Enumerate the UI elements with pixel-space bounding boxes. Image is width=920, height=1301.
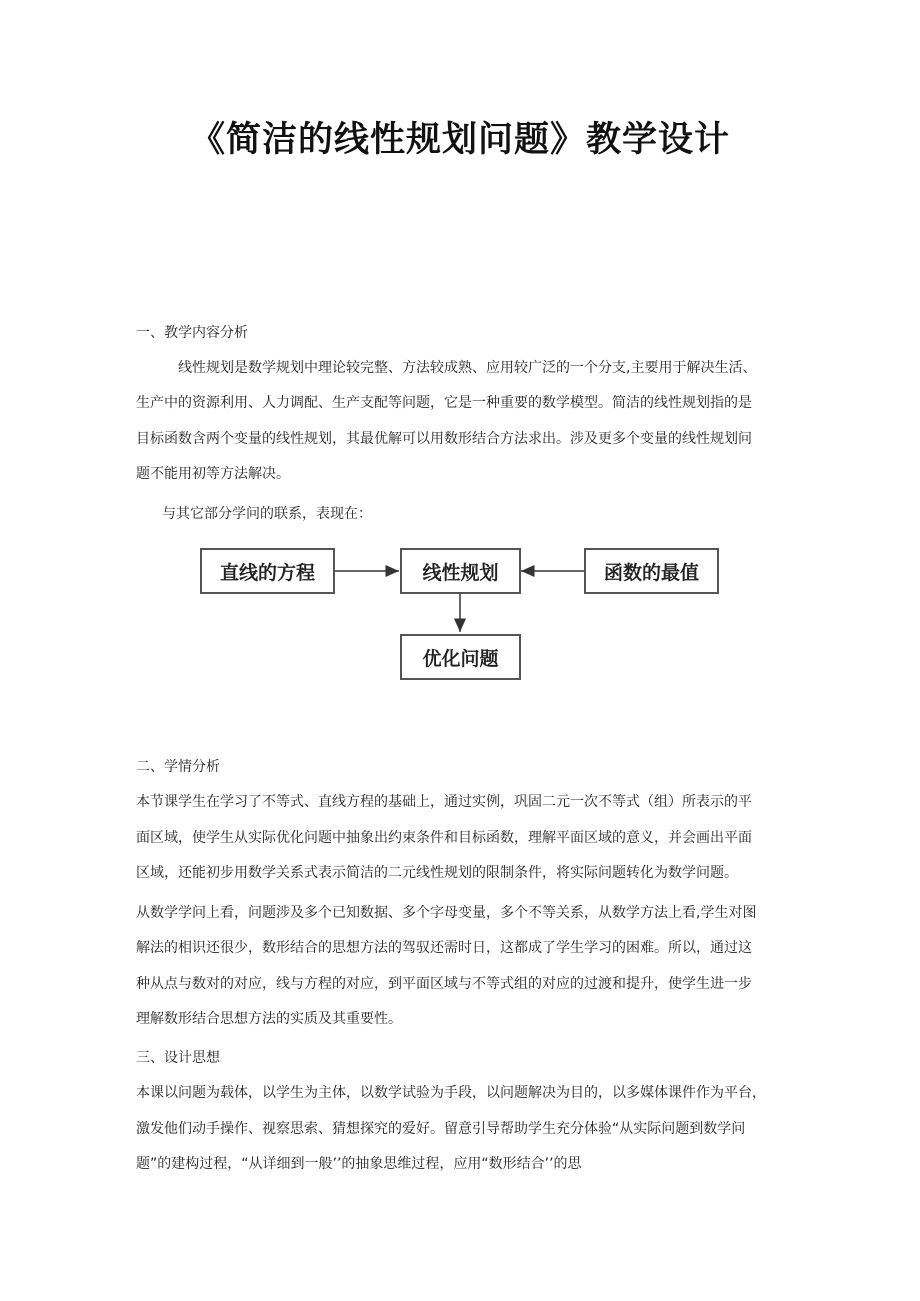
paragraph-line: 与其它部分学问的联系，表现在： — [162, 506, 372, 522]
paragraph-line: 本课以问题为载体，以学生为主体，以数学试验为手段，以问题解决为目的，以多媒体课件作为平台， — [136, 1085, 766, 1101]
relation-diagram — [195, 540, 725, 690]
paragraph-line: 本节课学生在学习了不等式、直线方程的基础上，通过实例，巩固二元一次不等式（组）所表示的平 — [136, 794, 752, 810]
paragraph-line: 题”的建构过程，“从详细到一般’’的抽象思维过程，应用“数形结合’’的思 — [136, 1156, 582, 1172]
paragraph-line: 区域，还能初步用数学关系式表示简洁的二元线性规划的限制条件，将实际问题转化为数学问题。 — [136, 865, 738, 881]
paragraph-line: 面区域，使学生从实际优化问题中抽象出约束条件和目标函数，理解平面区域的意义，并会画出平面 — [136, 830, 752, 846]
box-linear-programming: 线性规划 — [400, 548, 521, 594]
section-heading: 三、设计思想 — [136, 1050, 220, 1066]
section-heading: 二、学情分析 — [136, 759, 220, 775]
box-function-max: 函数的最值 — [584, 548, 719, 594]
paragraph-line: 线性规划是数学规划中理论较完整、方法较成熟、应用较广泛的一个分支,主要用于解决生活、 — [178, 360, 757, 376]
box-optimization: 优化问题 — [400, 634, 521, 680]
paragraph-line: 从数学学问上看，问题涉及多个已知数据、多个字母变量，多个不等关系，从数学方法上看,学生对图 — [136, 905, 757, 921]
paragraph-line: 激发他们动手操作、视察思索、猜想探究的爱好。留意引导帮助学生充分体验“从实际问题到数学问 — [136, 1121, 746, 1137]
paragraph-line: 题不能用初等方法解决。 — [136, 466, 290, 482]
paragraph-line: 解法的相识还很少，数形结合的思想方法的驾驭还需时日，这都成了学生学习的困难。所以，通过这 — [136, 940, 752, 956]
paragraph-line: 理解数形结合思想方法的实质及其重要性。 — [136, 1011, 402, 1027]
paragraph-line: 目标函数含两个变量的线性规划，其最优解可以用数形结合方法求出。涉及更多个变量的线性规划问 — [136, 431, 752, 447]
paragraph-line: 生产中的资源利用、人力调配、生产支配等问题，它是一种重要的数学模型。简洁的线性规划指的是 — [136, 395, 752, 411]
section-heading: 一、教学内容分析 — [136, 325, 248, 341]
document-title: 《简洁的线性规划问题》教学设计 — [189, 120, 730, 160]
paragraph-line: 种从点与数对的对应，线与方程的对应，到平面区域与不等式组的对应的过渡和提升，使学生进一步 — [136, 976, 752, 992]
box-line-equation: 直线的方程 — [200, 548, 335, 594]
